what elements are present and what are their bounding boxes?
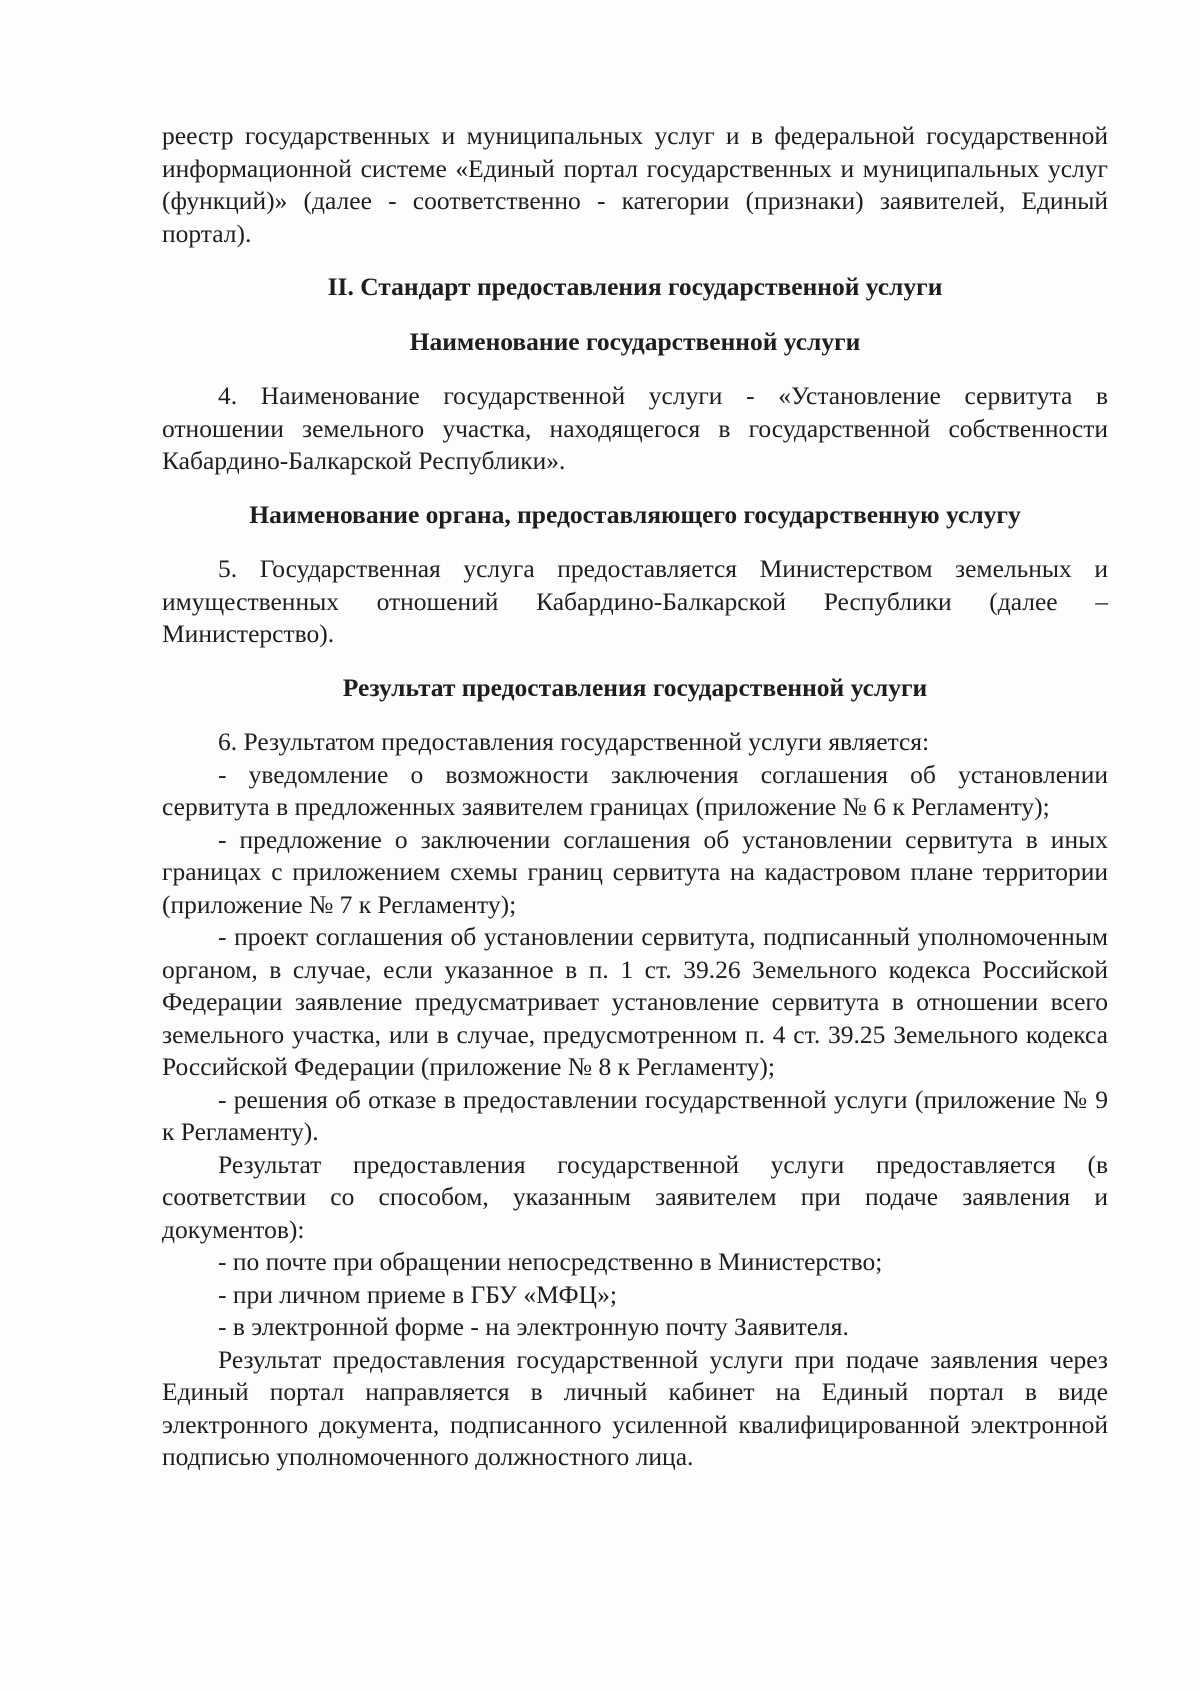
intro-paragraph: реестр государственных и муниципальных услуг и в федеральной государственной информационной системе «Единый портал государственных и муниципальных услуг (функций)» (далее - соответственно - категории (признаки) заявителей, Единый портал). [162, 121, 1108, 248]
result-list-item: - предложение о заключении соглашения об установлении сервитута в иных границах с приложением схемы границ сервитута на кадастровом плане территории (приложение № 7 к Регламенту); [162, 824, 1108, 919]
section-title: II. Стандарт предоставления государственной услуги [327, 272, 943, 301]
paragraph-6: 6. Результатом предоставления государственной услуги является: [218, 727, 930, 756]
result-list-item: - уведомление о возможности заключения соглашения об установлении сервитута в предложенных заявителем границах (приложение № 6 к Регламенту); [162, 759, 1108, 821]
delivery-list-item: - при личном приеме в ГБУ «МФЦ»; [218, 1279, 617, 1309]
delivery-paragraph: Результат предоставления государственной услуги предоставляется (в соответствии со способом, указанным заявителем при подаче заявления и документов): [162, 1149, 1108, 1244]
delivery-list-item: - в электронной форме - на электронную почту Заявителя. [218, 1312, 849, 1341]
portal-paragraph: Результат предоставления государственной услуги при подаче заявления через Единый портал направляется в личный кабинет на Единый портал в виде электронного документа, подписанного усиленной квалифицированной электронной подписью уполномоченного должностного лица. [162, 1344, 1108, 1471]
delivery-list-item: - по почте при обращении непосредственно в Министерство; [218, 1247, 883, 1276]
paragraph-4: 4. Наименование государственной услуги - «Установление сервитута в отношении земельного участка, находящегося в государственной собственности Кабардино-Балкарской Республики». [162, 381, 1108, 475]
result-heading: Результат предоставления государственной услуги [342, 672, 928, 702]
result-list-item: - проект соглашения об установлении сервитута, подписанный уполномоченным органом, в случае, если указанное в п. 1 ст. 39.26 Земельного кодекса Российской Федерации заявление предусматривает установление сервитута в отношении всего земельного участка, или в случае, предусмотренном п. 4 ст. 39.25 Земельного кодекса Российской Федерации (приложение № 8 к Регламенту); [162, 922, 1108, 1081]
service-name-heading: Наименование государственной услуги [409, 326, 861, 356]
organ-heading: Наименование органа, предоставляющего государственную услугу [249, 499, 1021, 529]
paragraph-5: 5. Государственная услуга предоставляется Министерством земельных и имущественных отношений Кабардино-Балкарской Республики (далее – Министерство). [162, 554, 1108, 648]
result-list-item: - решения об отказе в предоставлении государственной услуги (приложение № 9 к Регламенту). [162, 1084, 1108, 1146]
document-body [162, 120, 1108, 1474]
